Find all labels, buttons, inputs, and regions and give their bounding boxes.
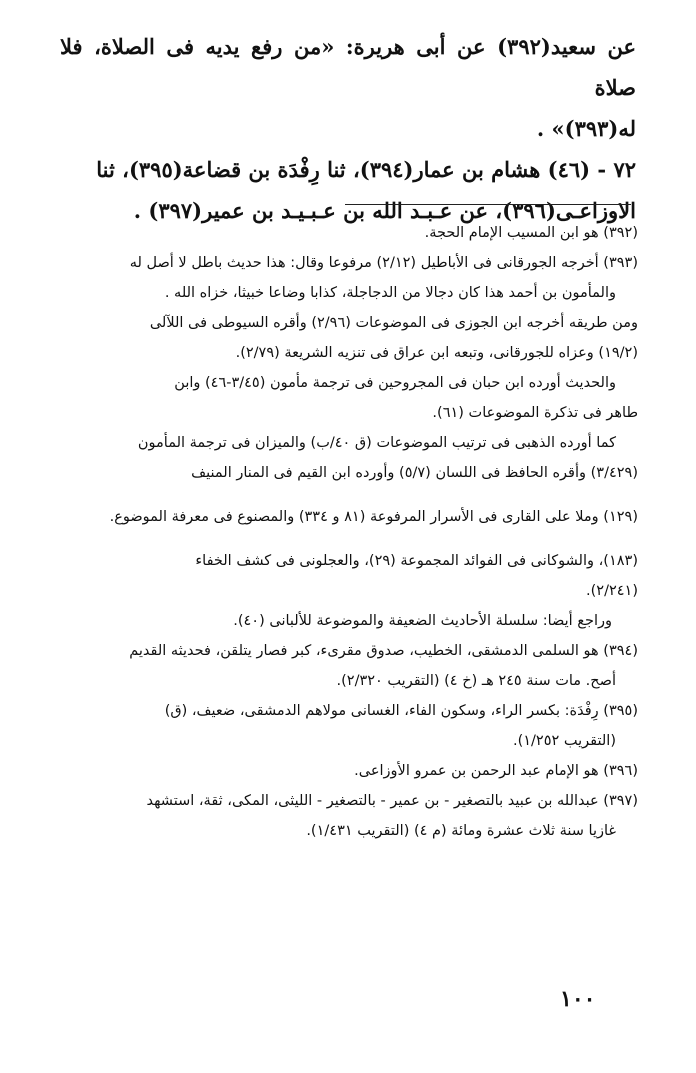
footnote-line: (٣٩٥) رِفْدَة: بكسر الراء، وسكون الفاء، الغسانى مولاهم الدمشقى، ضعيف، (ق) bbox=[164, 703, 638, 719]
footnote-line: طاهر فى تذكرة الموضوعات (٦١). bbox=[432, 405, 638, 421]
footnote-396 bbox=[58, 756, 638, 786]
footnote-line: (١٨٣)، والشوكانى فى الفوائد المجموعة (٢٩)، والعجلونى فى كشف الخفاء bbox=[195, 553, 638, 569]
footnote-line: (٣٩٤) هو السلمى الدمشقى، الخطيب، صدوق مقرىء، كبر فصار يتلقن، فحديثه القديم bbox=[129, 643, 638, 659]
footnote-line: غازيا سنة ثلاث عشرة ومائة (م ٤) (التقريب ١/٤٣١). bbox=[306, 823, 616, 839]
main-line: ٧٢ - (٤٦) هشام بن عمار(٣٩٤)، ثنا رِفْدَة بن قضاعة(٣٩٥)، ثنا bbox=[96, 157, 636, 182]
footnote-line: (٣٩٦) هو الإمام عبد الرحمن بن عمرو الأوزاعى. bbox=[354, 763, 638, 779]
footnote-395 bbox=[58, 696, 638, 756]
footnote-393 bbox=[58, 248, 638, 636]
footnote-line: كما أورده الذهبى فى ترتيب الموضوعات (ق ٤٠/ب) والميزان فى ترجمة المأمون bbox=[137, 435, 616, 451]
footnote-line: وراجع أيضا: سلسلة الأحاديث الضعيفة والموضوعة للألبانى (٤٠). bbox=[233, 613, 612, 629]
page-number: ١٠٠ bbox=[560, 986, 596, 1012]
footnote-line: والحديث أورده ابن حبان فى المجروحين فى ترجمة مأمون (٣/٤٥-٤٦) وابن bbox=[174, 375, 616, 391]
footnote-line: (١٩/٢) وعزاه للجورقانى، وتبعه ابن عراق فى تنزيه الشريعة (٢/٧٩). bbox=[235, 345, 638, 361]
footnote-line: (٣٩٢) هو ابن المسيب الإمام الحجة. bbox=[424, 225, 638, 241]
main-line: الاوزاعـى(٣٩٦)، عن عـبـد الله بن عـبـيـد بن عمير(٣٩٧) . bbox=[133, 198, 636, 223]
main-text bbox=[60, 26, 636, 231]
footnote-divider bbox=[345, 204, 631, 205]
footnote-line: (٣/٤٢٩) وأقره الحافظ فى اللسان (٥/٧) وأورده ابن القيم فى المنار المنيف bbox=[191, 465, 638, 481]
footnote-392 bbox=[58, 218, 638, 248]
footnote-line: ومن طريقه أخرجه ابن الجوزى فى الموضوعات (٢/٩٦) وأقره السيوطى فى اللآلى bbox=[149, 315, 638, 331]
footnotes bbox=[58, 218, 638, 846]
footnote-line: (١٢٩) وملا على القارى فى الأسرار المرفوعة (٨١ و ٣٣٤) والمصنوع فى معرفة الموضوع. bbox=[109, 509, 638, 525]
footnote-line: والمأمون بن أحمد هذا كان دجالا من الدجاجلة، كذابا وضاعا خبيثا، خزاه الله . bbox=[164, 285, 616, 301]
footnote-397 bbox=[58, 786, 638, 846]
footnote-line: (التقريب ١/٢٥٢). bbox=[512, 733, 616, 749]
footnote-394 bbox=[58, 636, 638, 696]
footnote-line: (٣٩٣) أخرجه الجورقانى فى الأباطيل (٢/١٢) مرفوعا وقال: هذا حديث باطل لا أصل له bbox=[129, 255, 638, 271]
footnote-line: أصح. مات سنة ٢٤٥ هـ (خ ٤) (التقريب ٢/٣٢٠). bbox=[336, 673, 616, 689]
footnote-line: (٢/٢٤١). bbox=[586, 583, 638, 599]
main-line: عن سعيد(٣٩٢) عن أبى هريرة: «من رفع يديه فى الصلاة، فلا صلاة bbox=[60, 34, 636, 100]
footnote-line: (٣٩٧) عبدالله بن عبيد بالتصغير - بن عمير - بالتصغير - الليثى، المكى، ثقة، استشهد bbox=[146, 793, 638, 809]
main-line: له(٣٩٣)» . bbox=[536, 116, 636, 141]
